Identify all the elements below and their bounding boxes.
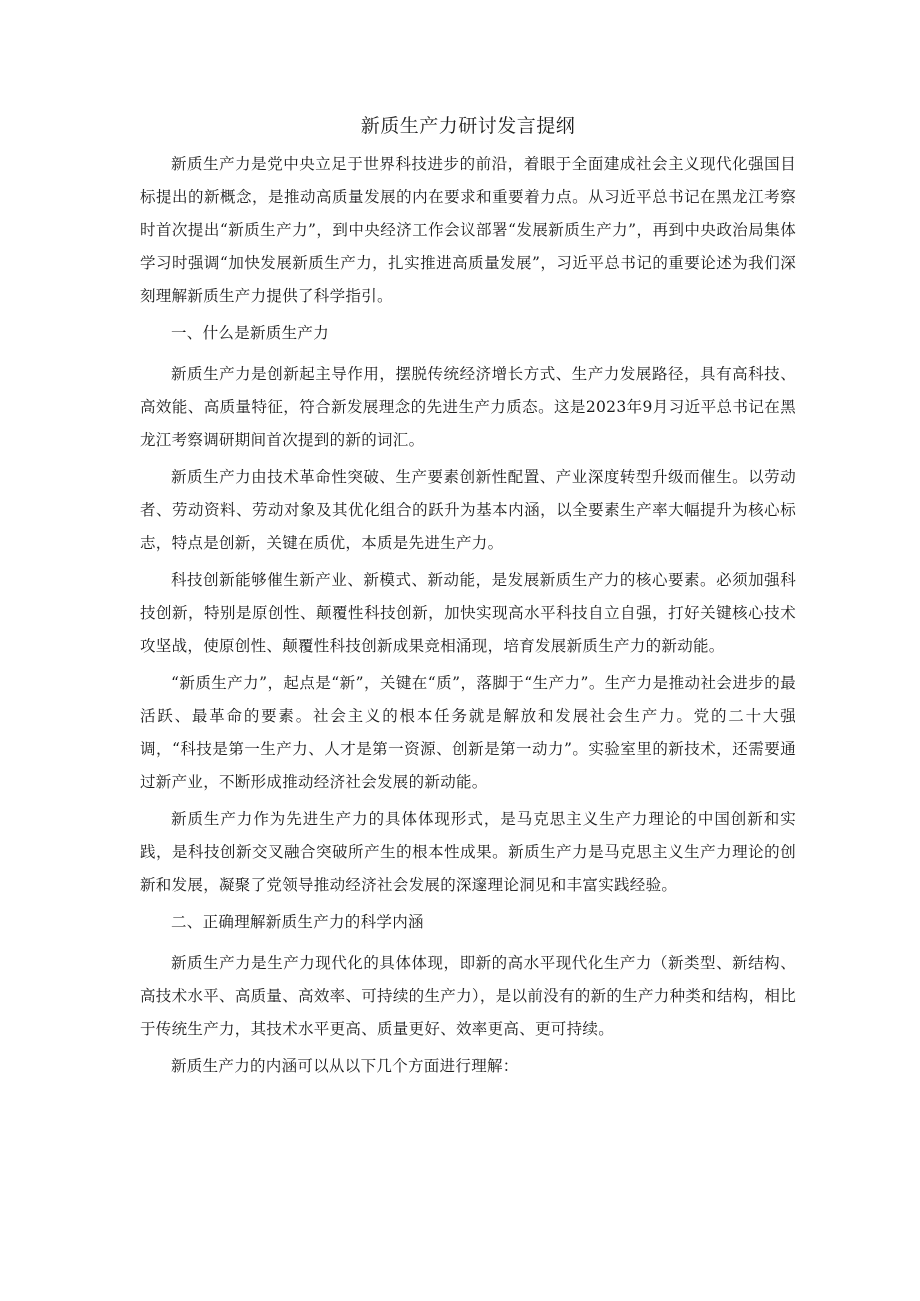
intro-paragraph: 新质生产力是党中央立足于世界科技进步的前沿，着眼于全面建成社会主义现代化强国目标提出的新概念，是推动高质量发展的内在要求和重要着力点。从习近平总书记在黑龙江考察时首次提出“新质生产力”，到中央经济工作会议部署“发展新质生产力”，再到中央政治局集体学习时强调“加快发展新质生产力，扎实推进高质量发展”，习近平总书记的重要论述为我们深刻理解新质生产力提供了科学指引。 (140, 155, 796, 305)
paragraph-meaning: “新质生产力”，起点是“新”，关键在“质”，落脚于“生产力”。生产力是推动社会进步的最活跃、最革命的要素。社会主义的根本任务就是解放和发展社会生产力。党的二十大强调，“科技是第一生产力、人才是第一资源、创新是第一动力”。实验室里的新技术，还需要通过新产业，不断形成推动经济社会发展的新动能。 (140, 674, 796, 791)
paragraph-innovation: 科技创新能够催生新产业、新模式、新动能，是发展新质生产力的核心要素。必须加强科技创新，特别是原创性、颠覆性科技创新，加快实现高水平科技自立自强，打好关键核心技术攻坚战，使原创性、颠覆性科技创新成果竞相涌现，培育发展新质生产力的新动能。 (140, 571, 796, 655)
paragraph-origin: 新质生产力由技术革命性突破、生产要素创新性配置、产业深度转型升级而催生。以劳动者、劳动资料、劳动对象及其优化组合的跃升为基本内涵，以全要素生产率大幅提升为核心标志，特点是创新，关键在质优，本质是先进生产力。 (140, 468, 796, 552)
paragraph-connotation: 新质生产力是生产力现代化的具体体现，即新的高水平现代化生产力（新类型、新结构、高技术水平、高质量、高效率、可持续的生产力），是以前没有的新的生产力种类和结构，相比于传统生产力，其技术水平更高、质量更好、效率更高、更可持续。 (140, 954, 796, 1038)
paragraph-understanding: 新质生产力的内涵可以从以下几个方面进行理解： (171, 1057, 519, 1075)
section-heading-2: 二、正确理解新质生产力的科学内涵 (171, 913, 424, 931)
document-page (140, 112, 796, 1087)
document-title: 新质生产力研讨发言提纲 (360, 115, 576, 137)
paragraph-definition: 新质生产力是创新起主导作用，摆脱传统经济增长方式、生产力发展路径，具有高科技、高效能、高质量特征，符合新发展理念的先进生产力质态。这是2023年9月习近平总书记在黑龙江考察调研期间首次提到的新的词汇。 (140, 365, 796, 449)
section-heading-1: 一、什么是新质生产力 (171, 324, 330, 342)
paragraph-theory: 新质生产力作为先进生产力的具体体现形式，是马克思主义生产力理论的中国创新和实践，是科技创新交叉融合突破所产生的根本性成果。新质生产力是马克思主义生产力理论的创新和发展，凝聚了党领导推动经济社会发展的深邃理论洞见和丰富实践经验。 (140, 810, 796, 894)
